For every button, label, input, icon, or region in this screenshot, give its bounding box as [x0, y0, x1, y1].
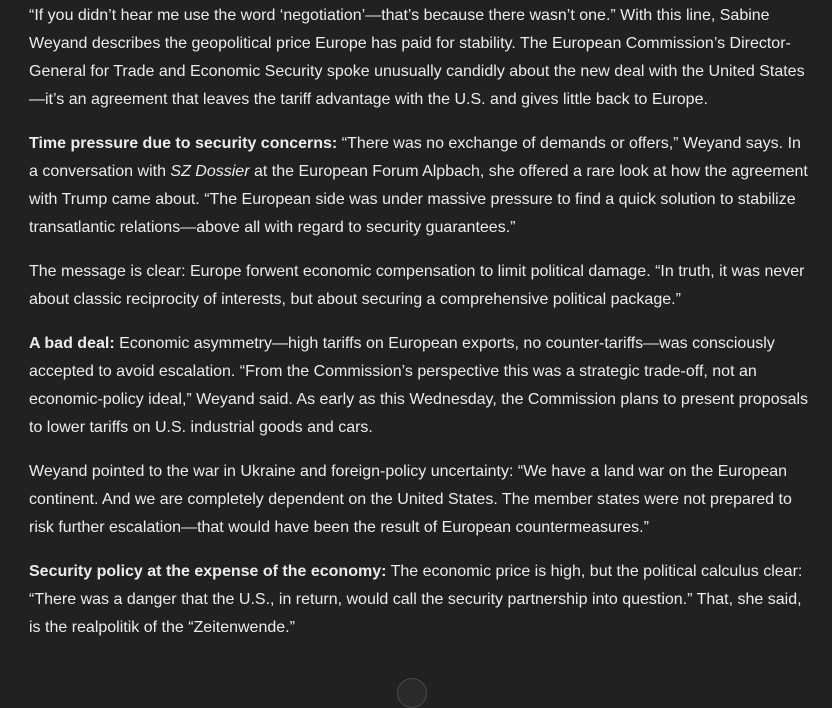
scroll-down-button[interactable] [397, 678, 427, 708]
paragraph-bad-deal-text: Economic asymmetry—high tariffs on European exports, no counter-tariffs—was consciously accepted to avoid escalation. “From the Commission’s perspective this was a strategic trade-off, not an economic-policy ideal,” Weyand said. As early as this Wednesday, the Commission plans to present proposals to lower tariffs on U.S. industrial goods and cars. [29, 335, 809, 436]
article-body [29, 2, 809, 658]
paragraph-intro [29, 2, 809, 114]
paragraph-ukraine [29, 458, 809, 542]
paragraph-time-pressure-text-b: at the European Forum Alpbach, she offered a rare look at how the agreement with Trump came about. “The European side was under massive pressure to find a quick solution to stabilize transatlantic relations—above all with regard to security guarantees.” [29, 163, 808, 236]
paragraph-security-policy [29, 558, 809, 642]
paragraph-intro-text: “If you didn’t hear me use the word ‘negotiation’—that’s because there wasn’t one.” With this line, Sabine Weyand describes the geopolitical price Europe has paid for stability. The European Commission’s Director-General for Trade and Economic Security spoke unusually candidly about the new deal with the United States—it’s an agreement that leaves the tariff advantage with the U.S. and gives little back to Europe. [29, 7, 805, 108]
paragraph-security-policy-text: The economic price is high, but the political calculus clear: “There was a danger that the U.S., in return, would call the security partnership into question.” That, she said, is the realpolitik of the “Zeitenwende.” [29, 563, 803, 636]
paragraph-security-policy-lead: Security policy at the expense of the economy: [29, 563, 387, 580]
paragraph-message [29, 258, 809, 314]
paragraph-time-pressure-text-a: “There was no exchange of demands or offers,” Weyand says. In a conversation with [29, 135, 801, 180]
paragraph-bad-deal-lead: A bad deal: [29, 335, 115, 352]
paragraph-message-text: The message is clear: Europe forwent economic compensation to limit political damage. “In truth, it was never about classic reciprocity of interests, but about securing a comprehensive political package.” [29, 263, 805, 308]
paragraph-time-pressure [29, 130, 809, 242]
paragraph-ukraine-text: Weyand pointed to the war in Ukraine and foreign-policy uncertainty: “We have a land war on the European continent. And we are completely dependent on the United States. The member states were not prepared to risk further escalation—that would have been the result of European countermeasures.” [29, 463, 792, 536]
publication-name: SZ Dossier [170, 163, 250, 180]
paragraph-bad-deal [29, 330, 809, 442]
paragraph-time-pressure-lead: Time pressure due to security concerns: [29, 135, 338, 152]
